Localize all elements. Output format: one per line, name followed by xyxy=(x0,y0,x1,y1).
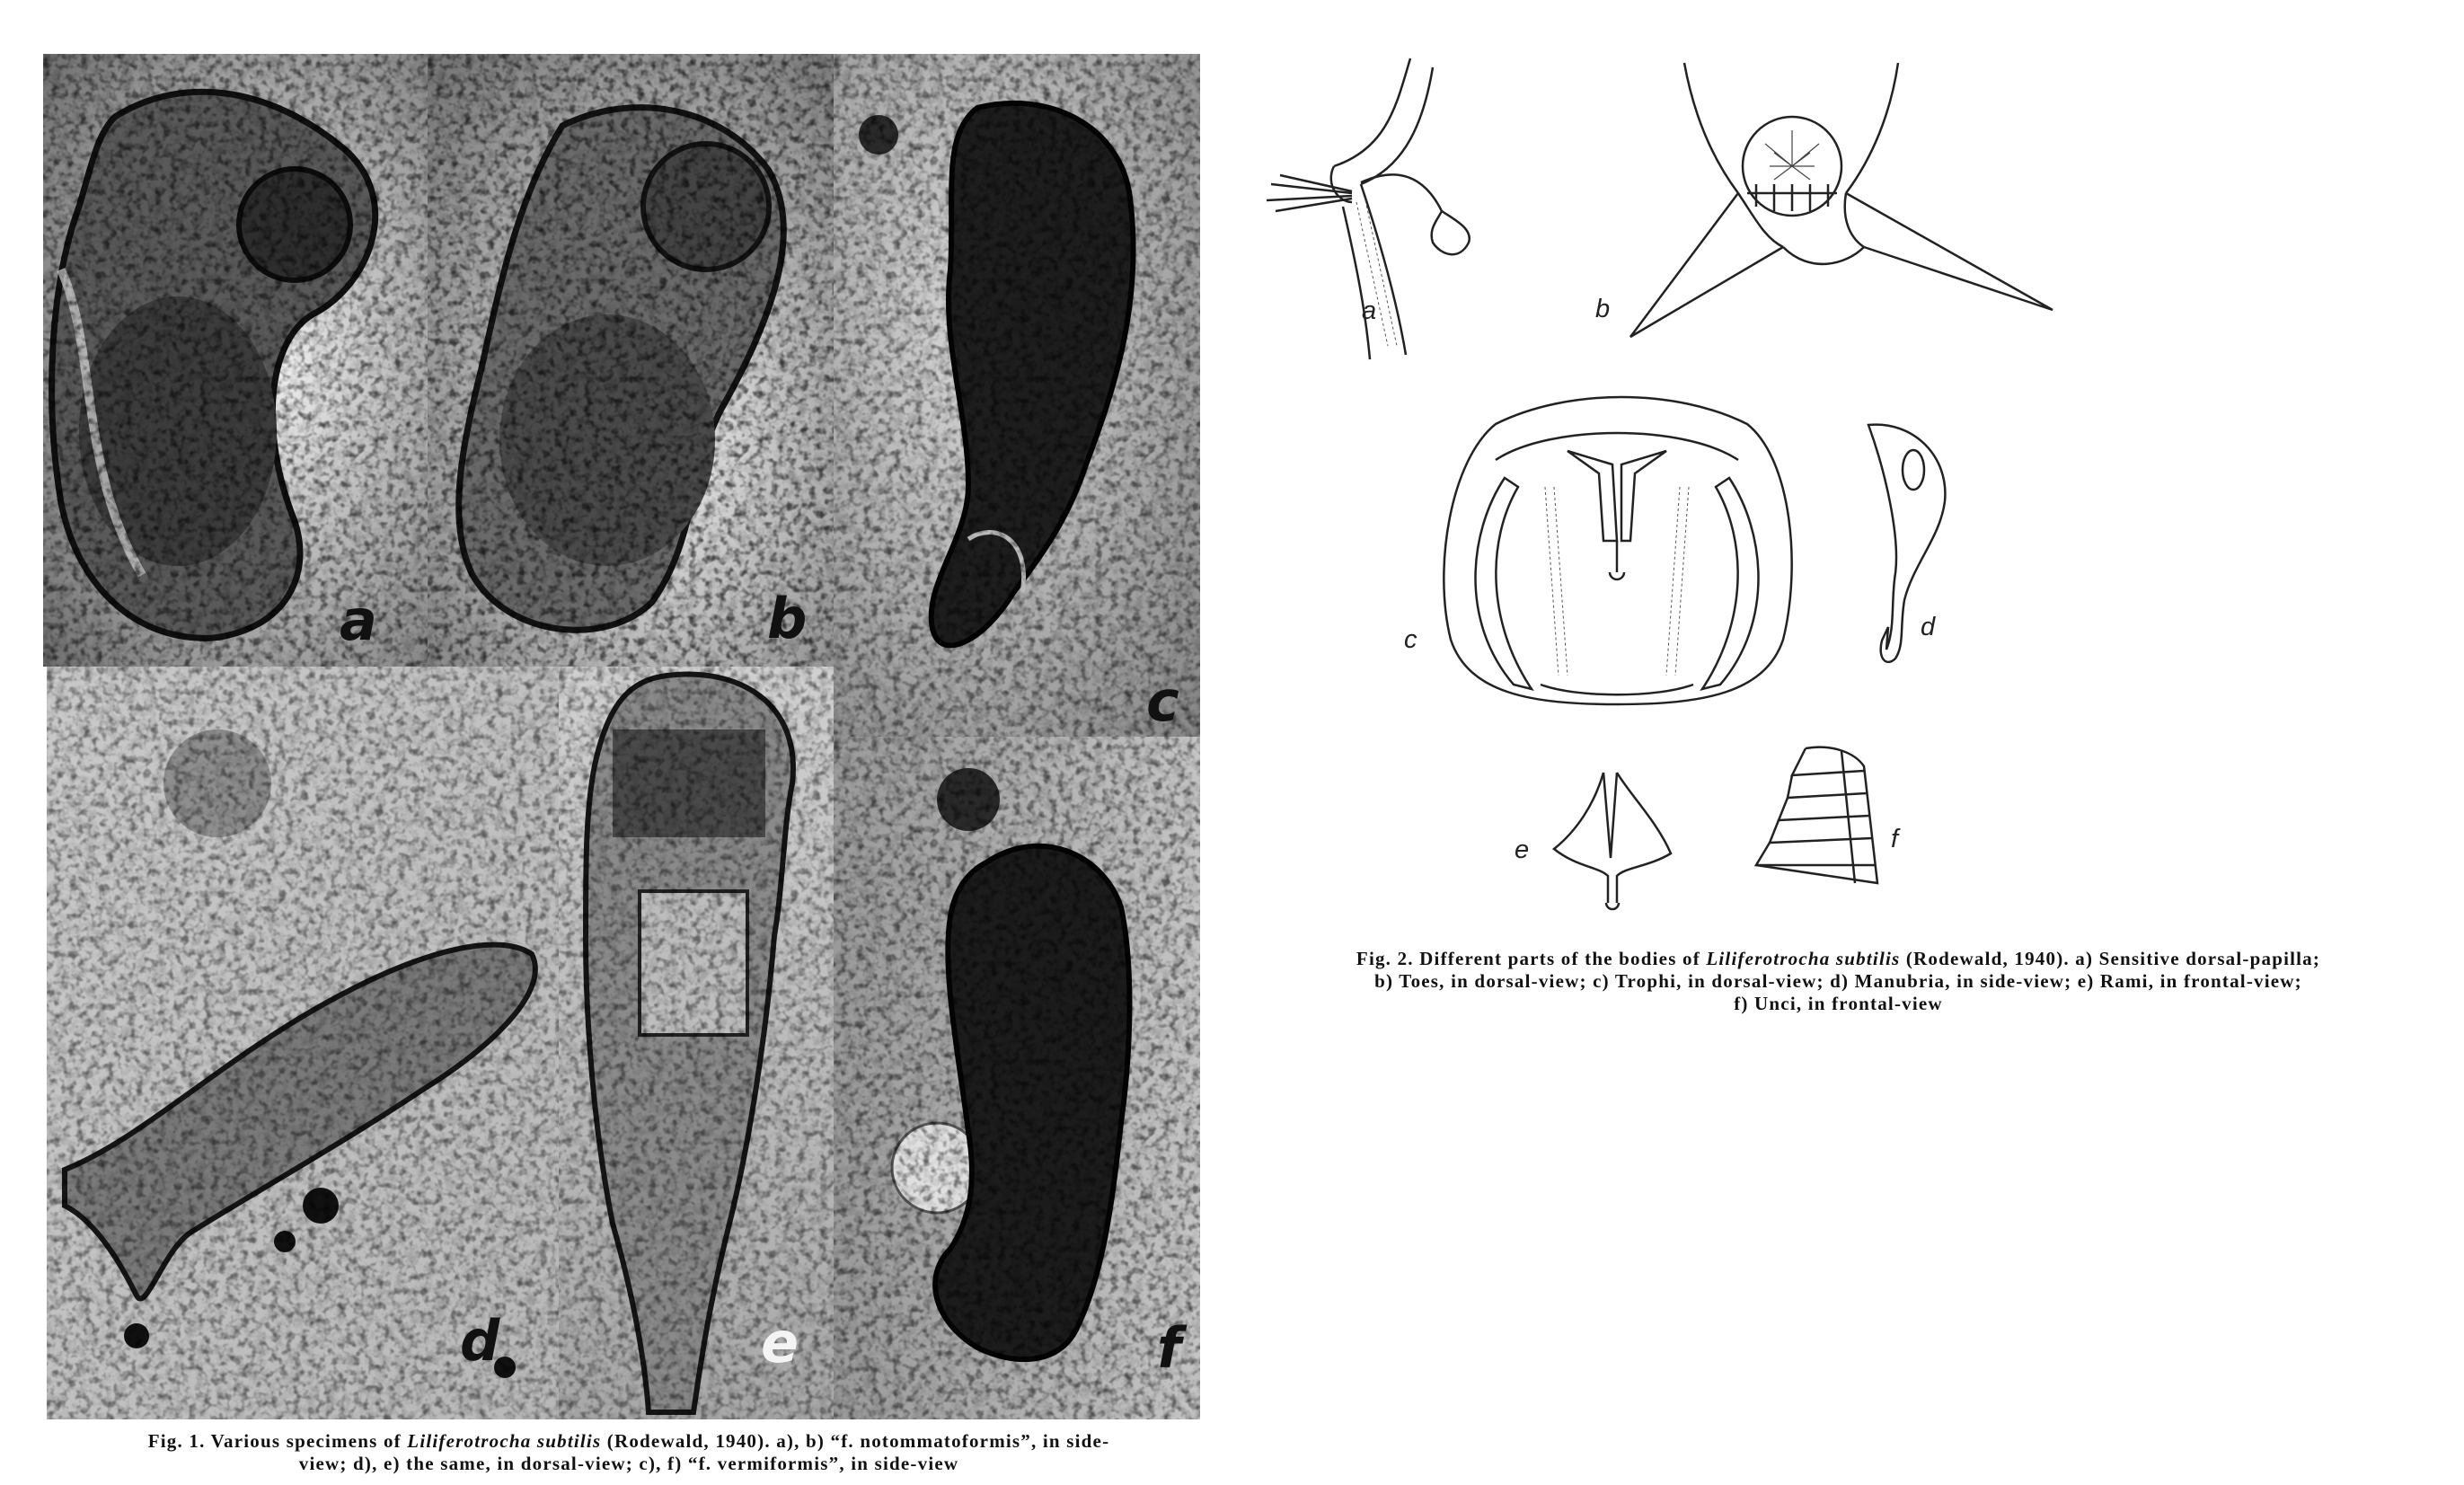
figure-2-caption-line-1: Fig. 2. Different parts of the bodies of Liliferotrocha subtilis (Rodewald, 1940). a) Sensitive dorsal-papilla; xyxy=(1356,948,2321,969)
drawing-d-manubrium xyxy=(1859,420,1958,667)
species-name: Liliferotrocha subtilis xyxy=(1706,948,1901,969)
figure-1-caption-line-1: Fig. 1. Various specimens of Liliferotrocha subtilis (Rodewald, 1940). a), b) “f. notommatoformis”, in side- xyxy=(147,1430,1110,1452)
photo-panel-a xyxy=(43,54,428,667)
panel-label-b: b xyxy=(767,586,808,651)
photo-panel-b xyxy=(428,54,834,667)
panel-label-a: a xyxy=(340,588,377,653)
figure-1-caption-line-2: view; d), e) the same, in dorsal-view; c), f) “f. vermiformis”, in side-view xyxy=(298,1453,959,1474)
figure-2-caption-line-2: b) Toes, in dorsal-view; c) Trophi, in dorsal-view; d) Manubria, in side-view; e) Rami, in frontal-view; xyxy=(1374,970,2302,992)
figure-2-caption-line-3: f) Unci, in frontal-view xyxy=(1734,993,1943,1014)
figure-2-caption xyxy=(1213,948,2464,1015)
figure-1-caption xyxy=(0,1430,1258,1475)
photo-panel-f xyxy=(834,737,1200,1419)
photo-panel-c xyxy=(834,54,1200,737)
drawing-label-b: b xyxy=(1595,295,1611,323)
drawing-f-uncus xyxy=(1752,744,1886,892)
drawing-label-a: a xyxy=(1362,296,1377,325)
panel-label-f: f xyxy=(1157,1315,1181,1381)
panel-label-c: c xyxy=(1146,668,1179,734)
drawing-label-c: c xyxy=(1404,625,1417,654)
drawing-b-toes xyxy=(1621,58,2062,346)
photo-panel-d xyxy=(47,667,559,1419)
photo-panel-e xyxy=(559,667,834,1419)
drawing-label-e: e xyxy=(1515,835,1530,864)
drawing-label-d: d xyxy=(1921,613,1936,641)
drawing-e-rami xyxy=(1550,768,1675,921)
species-name: Liliferotrocha subtilis xyxy=(407,1430,602,1452)
drawing-a-dorsal-papilla xyxy=(1253,49,1514,364)
drawing-c-trophi xyxy=(1433,388,1801,710)
drawing-label-f: f xyxy=(1891,825,1899,853)
panel-label-d: d xyxy=(460,1308,500,1374)
panel-label-e: e xyxy=(761,1310,799,1375)
